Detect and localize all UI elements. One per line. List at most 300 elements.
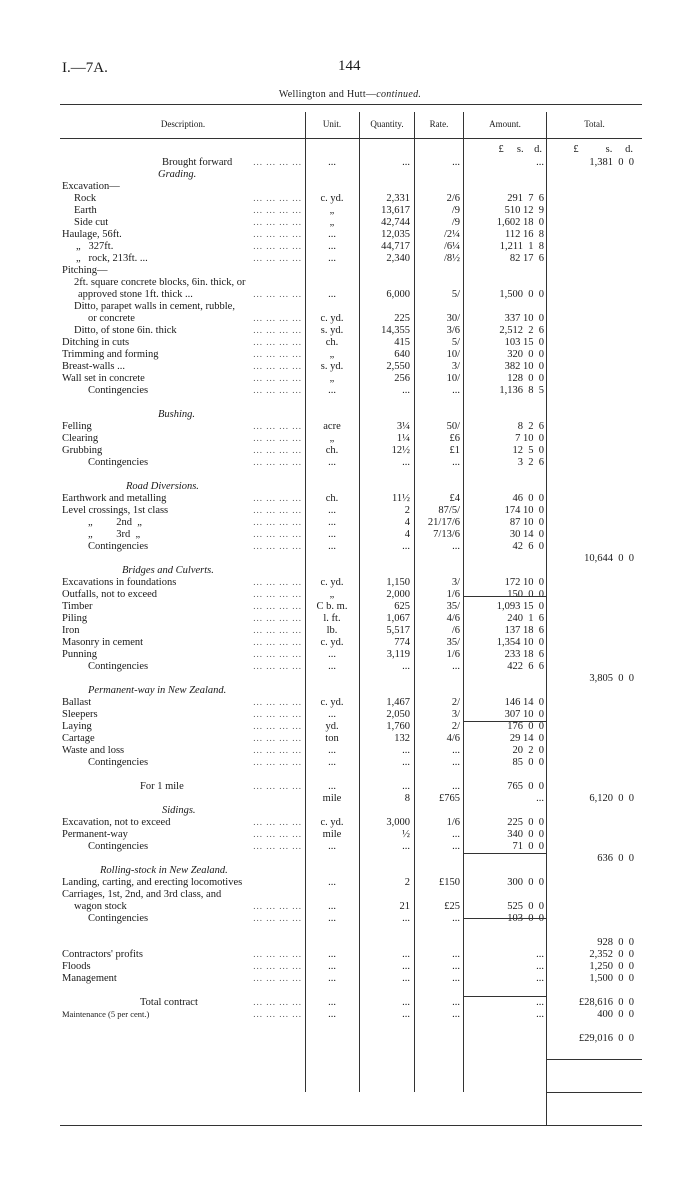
row-description: Ditching in cuts: [62, 337, 130, 348]
row-unit: ...: [328, 877, 336, 888]
total-pence-head: d.: [625, 144, 633, 155]
col-header-amount: Amount.: [489, 119, 521, 129]
leader-dots: ... ... ... ...: [253, 289, 302, 299]
row-description: Earth: [74, 205, 97, 216]
leader-dots: ... ... ... ...: [253, 961, 302, 971]
row-unit: ...: [328, 1009, 336, 1020]
row-rate: £150: [439, 877, 460, 888]
row-rate: /6: [451, 625, 460, 636]
row-quantity: ...: [402, 1009, 410, 1020]
row-amount: 1,093 15 0: [496, 601, 544, 612]
row-quantity: 3,119: [386, 649, 410, 660]
row-unit: ...: [328, 529, 336, 540]
row-amount: 337 10 0: [504, 313, 544, 324]
leader-dots: ... ... ... ...: [253, 253, 302, 263]
row-description: Ballast: [62, 697, 92, 708]
row-unit: ...: [328, 385, 336, 396]
row-quantity: ½: [402, 829, 410, 840]
leader-dots: ... ... ... ...: [253, 601, 302, 611]
subtotal-rule: [464, 596, 546, 597]
row-description: Masonry in cement: [62, 637, 144, 648]
row-description: Landing, carting, and erecting locomotives: [62, 877, 243, 888]
row-rate: ...: [452, 541, 460, 552]
row-total: £29,016 0 0: [578, 1033, 634, 1044]
row-rate: ...: [452, 157, 460, 168]
row-quantity: 640: [394, 349, 410, 360]
row-rate: /8½: [443, 253, 460, 264]
row-amount: 291 7 6: [507, 193, 544, 204]
section-heading: Permanent-way in New Zealand.: [88, 685, 227, 696]
row-amount: 87 10 0: [509, 517, 544, 528]
leader-dots: ... ... ... ...: [253, 325, 302, 335]
row-amount: 320 0 0: [507, 349, 544, 360]
row-total: 2,352 0 0: [589, 949, 634, 960]
row-description: Carriages, 1st, 2nd, and 3rd class, and: [62, 889, 222, 900]
row-quantity: ...: [402, 385, 410, 396]
leader-dots: ... ... ... ...: [253, 913, 302, 923]
row-rate: 30/: [446, 313, 460, 324]
row-quantity: ...: [402, 745, 410, 756]
section-heading: Rolling-stock in New Zealand.: [100, 865, 228, 876]
row-rate: ...: [452, 961, 460, 972]
leader-dots: ... ... ... ...: [253, 625, 302, 635]
leader-dots: ... ... ... ...: [253, 337, 302, 347]
row-amount: 8 2 6: [517, 421, 544, 432]
section-heading: Bridges and Culverts.: [122, 565, 214, 576]
col-header-description: Description.: [160, 119, 206, 129]
row-unit: yd.: [325, 721, 339, 732]
row-rate: 5/: [451, 289, 460, 300]
row-unit: „: [329, 349, 335, 360]
row-unit: ...: [328, 541, 336, 552]
row-amount: 225 0 0: [507, 817, 544, 828]
row-quantity: ...: [402, 661, 410, 672]
row-quantity: 5,517: [386, 625, 410, 636]
row-quantity: 4: [404, 529, 410, 540]
row-description: Pitching—: [62, 265, 108, 276]
row-amount: 765 0 0: [507, 781, 544, 792]
row-rate: £6: [449, 433, 460, 444]
leader-dots: ... ... ... ...: [253, 709, 302, 719]
leader-dots: ... ... ... ...: [253, 205, 302, 215]
leader-dots: ... ... ... ...: [253, 373, 302, 383]
row-rate: 2/: [451, 697, 460, 708]
row-amount: ...: [536, 961, 544, 972]
row-amount: 2,512 2 6: [499, 325, 544, 336]
leader-dots: ... ... ... ...: [253, 997, 302, 1007]
header-rule: [60, 138, 642, 139]
row-unit: ...: [328, 457, 336, 468]
row-rate: /9: [451, 217, 460, 228]
col-header-rate: Rate.: [429, 119, 449, 129]
table-top-rule: [60, 104, 642, 105]
row-description: Permanent-way: [62, 829, 128, 840]
row-description: Level crossings, 1st class: [62, 505, 169, 516]
row-unit: c. yd.: [320, 697, 344, 708]
row-quantity: 132: [394, 733, 410, 744]
leader-dots: ... ... ... ...: [253, 649, 302, 659]
row-rate: ...: [452, 997, 460, 1008]
col-divider-amount: [463, 112, 464, 1092]
row-amount: 146 14 0: [504, 697, 544, 708]
row-description: Outfalls, not to exceed: [62, 589, 158, 600]
leader-dots: ... ... ... ...: [253, 589, 302, 599]
leader-dots: ... ... ... ...: [253, 661, 302, 671]
row-rate: ...: [452, 661, 460, 672]
row-quantity: 256: [394, 373, 410, 384]
row-total: 10,644 0 0: [584, 553, 634, 564]
row-amount: 7 10 0: [515, 433, 544, 444]
row-rate: 50/: [446, 421, 460, 432]
row-rate: ...: [452, 949, 460, 960]
row-rate: 35/: [446, 601, 460, 612]
leader-dots: ... ... ... ...: [253, 217, 302, 227]
leader-dots: ... ... ... ...: [253, 721, 302, 731]
subtotal-rule: [464, 853, 546, 854]
row-quantity: 2,331: [386, 193, 410, 204]
section-heading: Bushing.: [158, 409, 196, 420]
row-description: Management: [62, 973, 117, 984]
row-description: Trimming and forming: [62, 349, 159, 360]
row-description: Wall set in concrete: [62, 373, 145, 384]
row-quantity: ...: [402, 841, 410, 852]
row-amount: 300 0 0: [507, 877, 544, 888]
row-quantity: 6,000: [386, 289, 410, 300]
row-amount: 85 0 0: [512, 757, 544, 768]
col-divider-rate: [414, 112, 415, 1092]
leader-dots: ... ... ... ...: [253, 829, 302, 839]
row-unit: „: [329, 217, 335, 228]
row-amount: 1,354 10 0: [496, 637, 544, 648]
row-rate: /9: [451, 205, 460, 216]
row-unit: ...: [328, 253, 336, 264]
row-quantity: 3,000: [386, 817, 410, 828]
row-rate: 10/: [446, 373, 460, 384]
row-description: Felling: [62, 421, 92, 432]
row-quantity: 1,467: [386, 697, 410, 708]
row-rate: ...: [452, 745, 460, 756]
leader-dots: ... ... ... ...: [253, 745, 302, 755]
row-description: Sleepers: [62, 709, 98, 720]
subtitle-main: Wellington and Hutt—: [278, 89, 377, 100]
section-heading: Road Diversions.: [126, 481, 199, 492]
page-subtitle: [0, 89, 700, 100]
row-unit: ...: [328, 973, 336, 984]
row-amount: 103 15 0: [504, 337, 544, 348]
row-unit: c. yd.: [320, 817, 344, 828]
row-quantity: ...: [402, 781, 410, 792]
row-rate: ...: [452, 457, 460, 468]
row-amount: 422 6 6: [507, 661, 544, 672]
row-unit: acre: [323, 421, 341, 432]
row-amount: 176 0 0: [507, 721, 544, 732]
row-quantity: 774: [394, 637, 410, 648]
row-quantity: 2,550: [386, 361, 410, 372]
row-quantity: 21: [399, 901, 410, 912]
row-quantity: 12,035: [381, 229, 410, 240]
row-rate: ...: [452, 385, 460, 396]
col-header-unit: Unit.: [322, 119, 342, 129]
row-amount: 510 12 9: [504, 205, 544, 216]
row-rate: 5/: [451, 337, 460, 348]
row-unit: ...: [328, 757, 336, 768]
row-unit: ch.: [325, 493, 339, 504]
leader-dots: ... ... ... ...: [253, 757, 302, 767]
row-unit: c. yd.: [320, 313, 344, 324]
row-rate: £1: [449, 445, 460, 456]
leader-dots: ... ... ... ...: [253, 385, 302, 395]
row-description: Ditto, parapet walls in cement, rubble,: [74, 301, 235, 312]
leader-dots: ... ... ... ...: [253, 541, 302, 551]
row-unit: ...: [328, 649, 336, 660]
row-rate: ...: [452, 781, 460, 792]
row-rate: ...: [452, 829, 460, 840]
row-description: Floods: [62, 961, 91, 972]
row-description: Clearing: [62, 433, 99, 444]
row-unit: ...: [328, 229, 336, 240]
row-unit: ...: [328, 745, 336, 756]
row-quantity: 3¼: [396, 421, 410, 432]
leader-dots: ... ... ... ...: [253, 1009, 302, 1019]
row-unit: ...: [328, 241, 336, 252]
row-amount: 42 6 0: [512, 541, 544, 552]
row-description: Cartage: [62, 733, 95, 744]
section-heading: Grading.: [158, 169, 197, 180]
row-unit: c. yd.: [320, 193, 344, 204]
row-unit: ton: [325, 733, 339, 744]
row-quantity: 1,760: [386, 721, 410, 732]
row-description: Ditto, of stone 6in. thick: [74, 325, 177, 336]
row-rate: 3/: [451, 361, 460, 372]
leader-dots: ... ... ... ...: [253, 973, 302, 983]
row-description: „ 2nd „: [88, 517, 142, 528]
row-quantity: ...: [402, 757, 410, 768]
row-unit: ...: [328, 961, 336, 972]
row-amount: 307 10 0: [504, 709, 544, 720]
row-amount: 137 18 6: [504, 625, 544, 636]
leader-dots: ... ... ... ...: [253, 817, 302, 827]
row-rate: 4/6: [446, 733, 460, 744]
row-amount: ...: [536, 973, 544, 984]
row-unit: ...: [328, 781, 336, 792]
row-total: £28,616 0 0: [578, 997, 634, 1008]
row-total: 636 0 0: [597, 853, 634, 864]
row-unit: ...: [328, 157, 336, 168]
row-quantity: 2: [404, 505, 410, 516]
row-rate: ...: [452, 913, 460, 924]
row-amount: ...: [536, 157, 544, 168]
row-rate: ...: [452, 973, 460, 984]
total-shillings-head: s.: [605, 144, 613, 155]
row-description: „ 3rd „: [88, 529, 141, 540]
row-total: 1,381 0 0: [589, 157, 634, 168]
row-unit: ch.: [325, 445, 339, 456]
row-amount: ...: [536, 1009, 544, 1020]
col-header-quantity: Quantity.: [370, 119, 404, 129]
row-unit: ...: [328, 661, 336, 672]
leader-dots: ... ... ... ...: [253, 433, 302, 443]
row-unit: „: [329, 205, 335, 216]
row-description: Breast-walls ...: [62, 361, 125, 372]
row-rate: £4: [449, 493, 460, 504]
row-rate: 3/6: [446, 325, 460, 336]
row-quantity: 13,617: [381, 205, 410, 216]
row-description: For 1 mile: [140, 781, 184, 792]
section-heading: Sidings.: [162, 805, 196, 816]
row-quantity: 2: [404, 877, 410, 888]
row-total: 1,250 0 0: [589, 961, 634, 972]
total-pounds-head: £: [573, 144, 579, 155]
row-total: 1,500 0 0: [589, 973, 634, 984]
row-amount: 340 0 0: [507, 829, 544, 840]
row-amount: 103 0 0: [507, 913, 544, 924]
row-amount: 82 17 6: [509, 253, 544, 264]
row-amount: 3 2 6: [517, 457, 544, 468]
row-amount: ...: [536, 793, 544, 804]
leader-dots: ... ... ... ...: [253, 241, 302, 251]
row-description: Contingencies: [88, 913, 149, 924]
page-number: 144: [338, 58, 361, 74]
row-description: Punning: [62, 649, 98, 660]
row-amount: 1,500 0 0: [499, 289, 544, 300]
leader-dots: ... ... ... ...: [253, 637, 302, 647]
row-quantity: 2,000: [386, 589, 410, 600]
row-rate: /6¼: [443, 241, 460, 252]
row-quantity: 44,717: [381, 241, 410, 252]
row-rate: /2¼: [443, 229, 460, 240]
row-unit: „: [329, 373, 335, 384]
row-amount: 150 0 0: [507, 589, 544, 600]
row-description: 2ft. square concrete blocks, 6in. thick, or: [74, 277, 246, 288]
leader-dots: ... ... ... ...: [253, 229, 302, 239]
row-rate: 2/: [451, 721, 460, 732]
row-quantity: ...: [402, 541, 410, 552]
amount-currency-head: £ s. d.: [498, 144, 542, 155]
row-quantity: 14,355: [381, 325, 410, 336]
row-amount: 30 14 0: [509, 529, 544, 540]
row-rate: 1/6: [446, 817, 460, 828]
row-unit: ...: [328, 949, 336, 960]
row-description: Contractors' profits: [62, 949, 143, 960]
row-description: Haulage, 56ft.: [62, 229, 122, 240]
row-rate: 87/5/: [438, 505, 460, 516]
row-unit: C b. m.: [316, 601, 348, 612]
row-unit: ...: [328, 901, 336, 912]
row-quantity: 11½: [392, 493, 410, 504]
grand-total-rule: [547, 1092, 642, 1093]
row-amount: 128 0 0: [507, 373, 544, 384]
row-unit: ...: [328, 841, 336, 852]
row-description: Laying: [62, 721, 92, 732]
row-unit: ch.: [325, 337, 339, 348]
row-description: Maintenance (5 per cent.): [62, 1009, 150, 1019]
row-amount: 240 1 6: [507, 613, 544, 624]
row-rate: 4/6: [446, 613, 460, 624]
row-description: Excavation, not to exceed: [62, 817, 171, 828]
row-unit: l. ft.: [323, 613, 341, 624]
row-description: Brought forward: [162, 157, 233, 168]
leader-dots: ... ... ... ...: [253, 949, 302, 959]
row-total: 6,120 0 0: [589, 793, 634, 804]
row-quantity: 1,067: [386, 613, 410, 624]
leader-dots: ... ... ... ...: [253, 733, 302, 743]
row-rate: 7/13/6: [433, 529, 460, 540]
row-description: Earthwork and metalling: [62, 493, 167, 504]
row-amount: 233 18 6: [504, 649, 544, 660]
row-amount: 174 10 0: [504, 505, 544, 516]
row-unit: ...: [328, 709, 336, 720]
row-description: „ 327ft.: [76, 241, 114, 252]
row-description: Timber: [62, 601, 93, 612]
table-bottom-rule: [60, 1125, 642, 1126]
row-description: Contingencies: [88, 385, 149, 396]
subtotal-rule: [464, 721, 546, 722]
row-rate: 3/: [451, 577, 460, 588]
row-total: 400 0 0: [597, 1009, 634, 1020]
subtotal-rule: [464, 996, 546, 997]
leader-dots: ... ... ... ...: [253, 157, 302, 167]
row-amount: 112 16 8: [505, 229, 544, 240]
row-amount: 29 14 0: [509, 733, 544, 744]
row-description: „ rock, 213ft. ...: [76, 253, 148, 264]
leader-dots: ... ... ... ...: [253, 421, 302, 431]
row-amount: ...: [536, 997, 544, 1008]
row-description: Excavations in foundations: [62, 577, 177, 588]
row-unit: mile: [322, 793, 342, 804]
leader-dots: ... ... ... ...: [253, 781, 302, 791]
row-description: Rock: [74, 193, 97, 204]
row-unit: ...: [328, 913, 336, 924]
row-total: 928 0 0: [597, 937, 634, 948]
row-amount: 525 0 0: [507, 901, 544, 912]
row-unit: c. yd.: [320, 637, 344, 648]
row-rate: 1/6: [446, 649, 460, 660]
row-rate: 2/6: [446, 193, 460, 204]
leader-dots: ... ... ... ...: [253, 493, 302, 503]
leader-dots: ... ... ... ...: [253, 457, 302, 467]
row-quantity: ...: [402, 973, 410, 984]
row-rate: 35/: [446, 637, 460, 648]
row-rate: 1/6: [446, 589, 460, 600]
row-amount: 172 10 0: [504, 577, 544, 588]
row-description: Total contract: [140, 997, 198, 1008]
row-amount: 1,602 18 0: [496, 217, 544, 228]
row-quantity: 625: [394, 601, 410, 612]
row-amount: 46 0 0: [512, 493, 544, 504]
row-description: or concrete: [88, 313, 135, 324]
row-rate: 3/: [451, 709, 460, 720]
row-unit: lb.: [326, 625, 338, 636]
row-quantity: 1,150: [386, 577, 410, 588]
row-quantity: ...: [402, 949, 410, 960]
row-quantity: ...: [402, 457, 410, 468]
row-description: Iron: [62, 625, 80, 636]
row-quantity: ...: [402, 961, 410, 972]
row-description: Contingencies: [88, 661, 149, 672]
leader-dots: ... ... ... ...: [253, 697, 302, 707]
row-rate: £765: [439, 793, 460, 804]
row-unit: c. yd.: [320, 577, 344, 588]
row-quantity: 225: [394, 313, 410, 324]
subtitle-italic: continued.: [376, 89, 422, 100]
row-unit: ...: [328, 517, 336, 528]
col-divider-total: [546, 112, 547, 1125]
row-description: Contingencies: [88, 757, 149, 768]
row-quantity: 1¼: [396, 433, 410, 444]
row-description: Contingencies: [88, 457, 149, 468]
row-description: Waste and loss: [62, 745, 125, 756]
row-quantity: ...: [402, 997, 410, 1008]
